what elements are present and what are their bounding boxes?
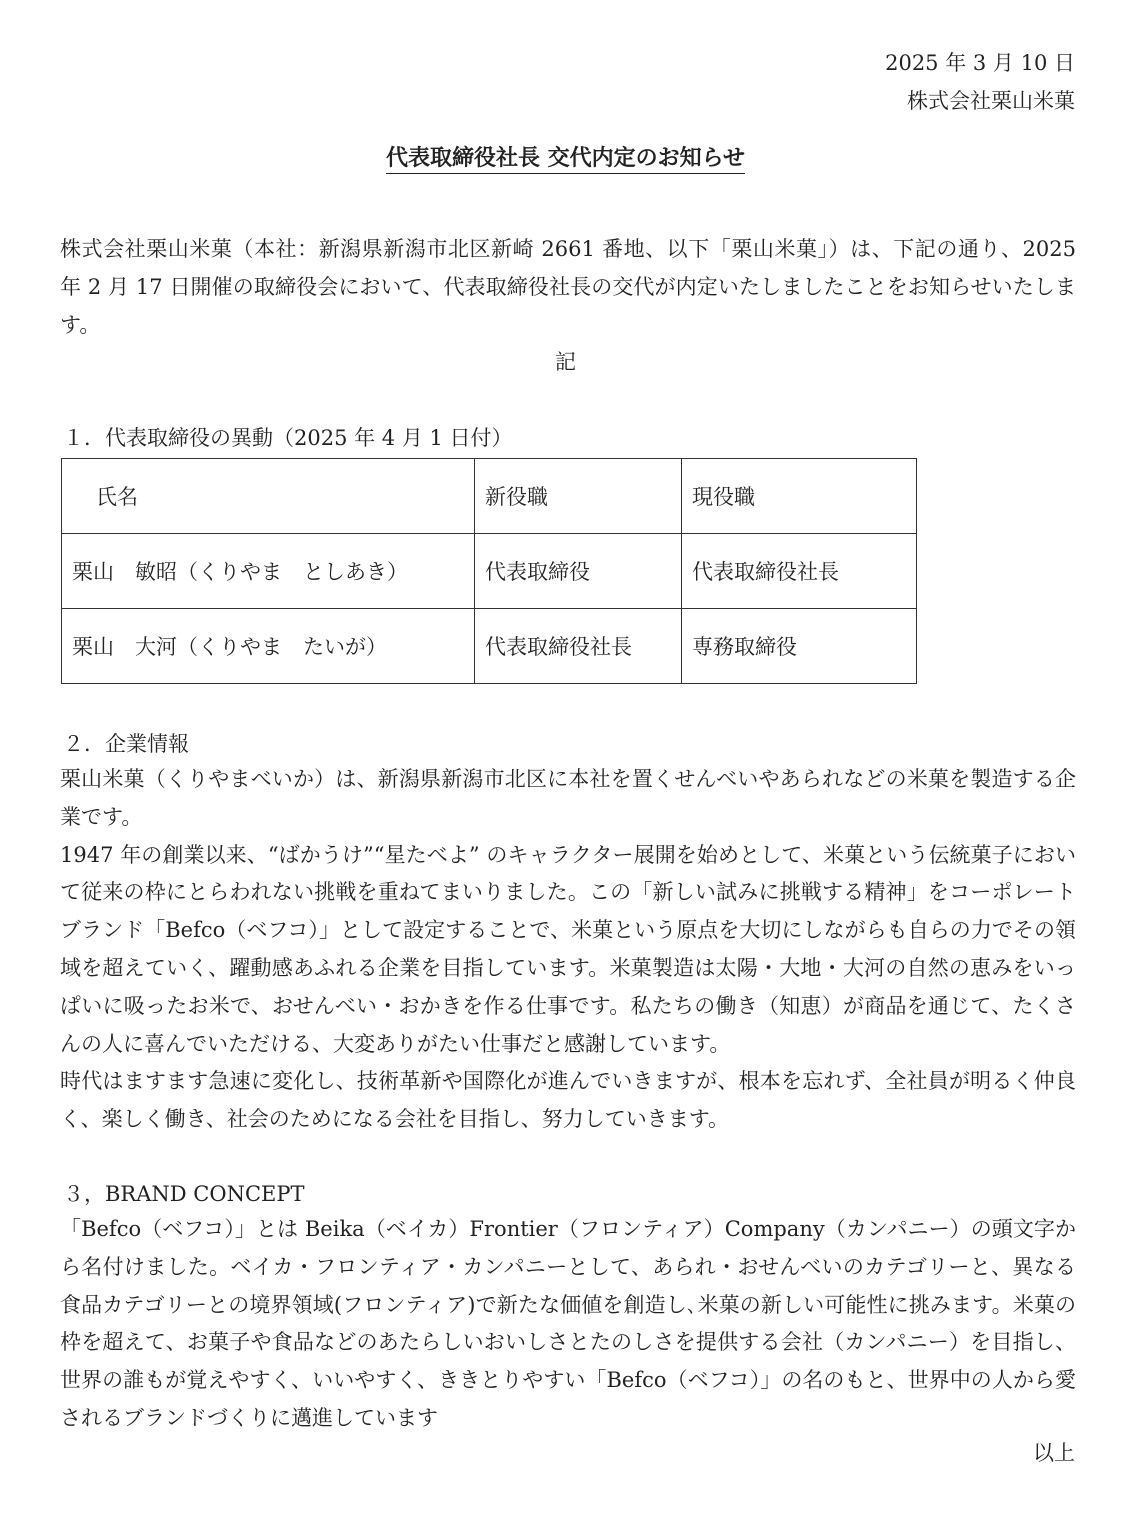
closing-mark: 以上 xyxy=(1033,1441,1075,1465)
table-row xyxy=(62,609,917,684)
cell-current-position: 代表取締役社長 xyxy=(682,534,917,609)
executive-change-table xyxy=(61,458,917,684)
section2-heading: ２．企業情報 xyxy=(63,732,189,756)
brand-concept-body xyxy=(60,1211,1076,1438)
cell-name: 栗山 大河（くりやま たいが） xyxy=(62,609,475,684)
section1-heading: １．代表取締役の異動（2025 年 4 月 1 日付） xyxy=(63,426,513,450)
company-info-paragraph: 栗山米菓（くりやまべいか）は、新潟県新潟市北区に本社を置くせんべいやあられなどの米菓を製造する企業です。 xyxy=(60,767,1076,829)
issue-date: 2025 年 3 月 10 日 xyxy=(885,51,1075,75)
company-info-paragraph: 時代はますます急速に変化し、技術革新や国際化が進んでいきますが、根本を忘れず、全社員が明るく仲良く、楽しく働き、社会のためになる会社を目指し、努力していきます。 xyxy=(60,1069,1076,1132)
brand-concept-paragraph: 「Befco（ベフコ）」とは Beika（ベイカ）Frontier（フロンティア）Company（カンパニー）の頭文字から名付けました。ベイカ・フロンティア・カンパニーとして、あられ・おせんべいのカテゴリーと、異なる食品カテゴリーとの境界領域(フロンティア)で新たな価値を創造し､米菓の新しい可能性に挑みます。米菓の枠を超えて、お菓子や食品などのあたらしいおいしさとたのしさを提供する会社（カンパニー）を目指し、世界の誰もが覚えやすく、いいやすく、ききとりやすい「Befco（ベフコ）」の名のもと、世界中の人から愛されるブランドづくりに邁進しています xyxy=(60,1217,1076,1430)
intro-paragraph: 株式会社栗山米菓（本社：新潟県新潟市北区新崎 2661 番地、以下「栗山米菓」）は、下記の通り、2025 年 2 月 17 日開催の取締役会において、代表取締役社長の交代が内定いたしましたことをお知らせいたします。 xyxy=(60,237,1076,337)
cell-new-position: 代表取締役 xyxy=(475,534,682,609)
header-current-position: 現役職 xyxy=(682,459,917,534)
cell-new-position: 代表取締役社長 xyxy=(475,609,682,684)
cell-name: 栗山 敏昭（くりやま としあき） xyxy=(62,534,475,609)
document-title-text: 代表取締役社長 交代内定のお知らせ xyxy=(386,145,745,174)
issuer-company: 株式会社栗山米菓 xyxy=(907,89,1075,113)
header-name: 氏名 xyxy=(62,459,475,534)
company-info-paragraph: 1947 年の創業以来、“ばかうけ”“星たべよ” のキャラクター展開を始めとして、米菓という伝統菓子において従来の枠にとらわれない挑戦を重ねてまいりました。この「新しい試みに挑戦する精神」をコーポレートブランド「Befco（ベフコ）」として設定することで、米菓という原点を大切にしながらも自らの力でその領域を超えていく、躍動感あふれる企業を目指しています。米菓製造は太陽・大地・大河の自然の恵みをいっぱいに吸ったお米で、おせんべい・おかきを作る仕事です。私たちの働き（知恵）が商品を通じて、たくさんの人に喜んでいただける、大変ありがたい仕事だと感謝しています。 xyxy=(60,842,1076,1056)
table-header-row xyxy=(62,459,917,534)
section3-heading: ３，BRAND CONCEPT xyxy=(63,1182,305,1206)
table-row xyxy=(62,534,917,609)
header-new-position: 新役職 xyxy=(475,459,682,534)
ki-marker: 記 xyxy=(555,350,576,374)
cell-current-position: 専務取締役 xyxy=(682,609,917,684)
company-info-body xyxy=(60,761,1076,1139)
document-title xyxy=(0,142,1131,174)
